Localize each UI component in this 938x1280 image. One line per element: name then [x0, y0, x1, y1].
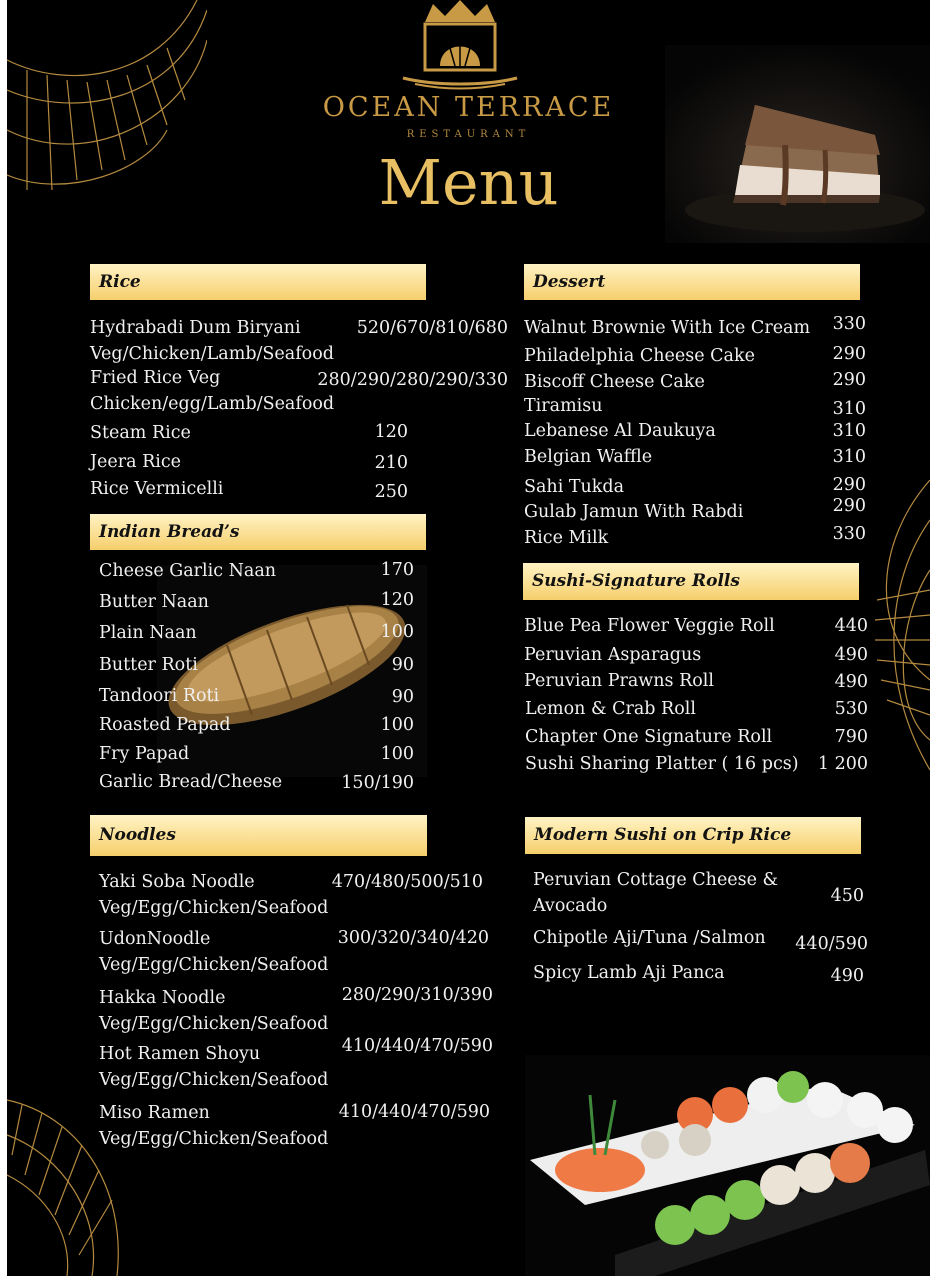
menu-item-name: Steam Rice [90, 423, 191, 443]
menu-item-name: Gulab Jamun With Rabdi [524, 502, 744, 522]
menu-item-name: Plain Naan [99, 623, 197, 643]
menu-item-price: 410/440/470/590 [338, 1102, 490, 1122]
menu-item-price: 330 [832, 314, 866, 334]
menu-item-price: 210 [374, 453, 408, 473]
menu-item-price: 280/290/310/390 [341, 985, 493, 1005]
brand-subtitle: RESTAURANT [406, 129, 531, 140]
menu-item-variants: Veg/Egg/Chicken/Seafood [99, 898, 329, 918]
menu-item-price: 100 [380, 622, 414, 642]
cheesecake-photo [665, 45, 930, 243]
menu-item-price: 290 [832, 370, 866, 390]
menu-item-name: Philadelphia Cheese Cake [524, 346, 755, 366]
menu-item-variants: Veg/Egg/Chicken/Seafood [99, 1070, 329, 1090]
menu-item-price: 790 [834, 727, 868, 747]
category-indian-bread: Indian Bread’s [90, 514, 426, 550]
category-noodles: Noodles [90, 815, 427, 856]
menu-item-price: 520/670/810/680 [356, 318, 508, 338]
menu-item-name: Peruvian Asparagus [524, 645, 702, 665]
menu-item-name: Yaki Soba Noodle [99, 872, 255, 892]
menu-item-price: 280/290/280/290/330 [317, 370, 508, 390]
crown-shell-logo-icon [395, 0, 525, 90]
menu-item-name: Sahi Tukda [524, 477, 625, 497]
menu-item-price: 90 [391, 655, 414, 675]
menu-item-price: 120 [380, 590, 414, 610]
category-modern-sushi: Modern Sushi on Crip Rice [525, 817, 861, 854]
menu-item-name: Peruvian Prawns Roll [524, 671, 715, 691]
menu-item-price: 470/480/500/510 [331, 872, 483, 892]
menu-item-variants: Veg/Egg/Chicken/Seafood [99, 1129, 329, 1149]
menu-item-price: 530 [834, 699, 868, 719]
menu-item-name: Garlic Bread/Cheese [99, 772, 283, 792]
menu-item-name: Blue Pea Flower Veggie Roll [524, 616, 775, 636]
menu-item-price: 330 [832, 524, 866, 544]
menu-item-name: Rice Milk [524, 528, 609, 548]
menu-item-name: Lemon & Crab Roll [525, 699, 696, 719]
menu-item-name: Peruvian Cottage Cheese & [533, 870, 779, 890]
category-dessert: Dessert [524, 264, 860, 300]
menu-item-price: 90 [391, 687, 414, 707]
menu-item-price: 170 [380, 560, 414, 580]
menu-item-name: Hakka Noodle [99, 988, 226, 1008]
menu-item-name: Fry Papad [99, 744, 190, 764]
menu-item-name: Tandoori Roti [99, 686, 220, 706]
menu-page [7, 0, 930, 1276]
menu-item-name: Butter Roti [99, 655, 198, 675]
menu-item-price: 310 [832, 447, 866, 467]
menu-item-variants: Veg/Egg/Chicken/Seafood [99, 1014, 329, 1034]
menu-item-name: Fried Rice Veg [90, 368, 221, 388]
menu-item-price: 450 [830, 886, 864, 906]
sushi-platter-photo [525, 1055, 930, 1276]
menu-item-price: 490 [834, 645, 868, 665]
menu-item-name: Chipotle Aji/Tuna /Salmon [533, 928, 766, 948]
menu-item-price: 310 [832, 421, 866, 441]
menu-item-name: Rice Vermicelli [90, 479, 224, 499]
menu-item-price: 310 [832, 399, 866, 419]
menu-item-name: Belgian Waffle [524, 447, 653, 467]
right-ornament-icon [867, 480, 930, 770]
menu-item-price: 100 [380, 715, 414, 735]
menu-item-price: 150/190 [341, 773, 414, 793]
menu-item-price: 290 [832, 496, 866, 516]
menu-item-price: 1 200 [817, 754, 868, 774]
menu-item-price: 290 [832, 344, 866, 364]
menu-item-name: Cheese Garlic Naan [99, 561, 277, 581]
menu-item-name: Chapter One Signature Roll [525, 727, 773, 747]
category-rice: Rice [90, 264, 426, 300]
menu-item-name: Hydrabadi Dum Biryani [90, 318, 301, 338]
brand-name: OCEAN TERRACE [322, 92, 615, 123]
menu-item-price: 300/320/340/420 [337, 928, 489, 948]
menu-item-name: UdonNoodle [99, 929, 211, 949]
menu-item-name: Butter Naan [99, 592, 209, 612]
menu-item-name: Sushi Sharing Platter ( 16 pcs) [525, 754, 799, 774]
page-title: Menu [378, 146, 559, 219]
menu-item-name: Jeera Rice [90, 452, 182, 472]
menu-item-variants: Chicken/egg/Lamb/Seafood [90, 394, 335, 414]
menu-item-price: 290 [832, 475, 866, 495]
menu-item-name: Biscoff Cheese Cake [524, 372, 705, 392]
menu-item-name: Spicy Lamb Aji Panca [533, 963, 725, 983]
menu-item-name: Hot Ramen Shoyu [99, 1044, 261, 1064]
menu-item-price: 490 [834, 672, 868, 692]
menu-item-name: Tiramisu [524, 396, 603, 416]
menu-item-name: Walnut Brownie With Ice Cream [524, 318, 811, 338]
menu-item-name-continued: Avocado [533, 896, 608, 916]
menu-item-price: 250 [374, 482, 408, 502]
menu-item-variants: Veg/Chicken/Lamb/Seafood [90, 344, 334, 364]
menu-item-name: Lebanese Al Daukuya [524, 421, 716, 441]
category-sushi-signature-rolls: Sushi-Signature Rolls [523, 563, 859, 600]
menu-item-price: 490 [830, 966, 864, 986]
menu-item-price: 440 [834, 616, 868, 636]
menu-item-price: 410/440/470/590 [341, 1036, 493, 1056]
menu-item-price: 440/590 [795, 934, 868, 954]
menu-item-variants: Veg/Egg/Chicken/Seafood [99, 955, 329, 975]
menu-item-price: 100 [380, 744, 414, 764]
menu-item-name: Roasted Papad [99, 715, 231, 735]
menu-item-name: Miso Ramen [99, 1103, 210, 1123]
menu-item-price: 120 [374, 422, 408, 442]
